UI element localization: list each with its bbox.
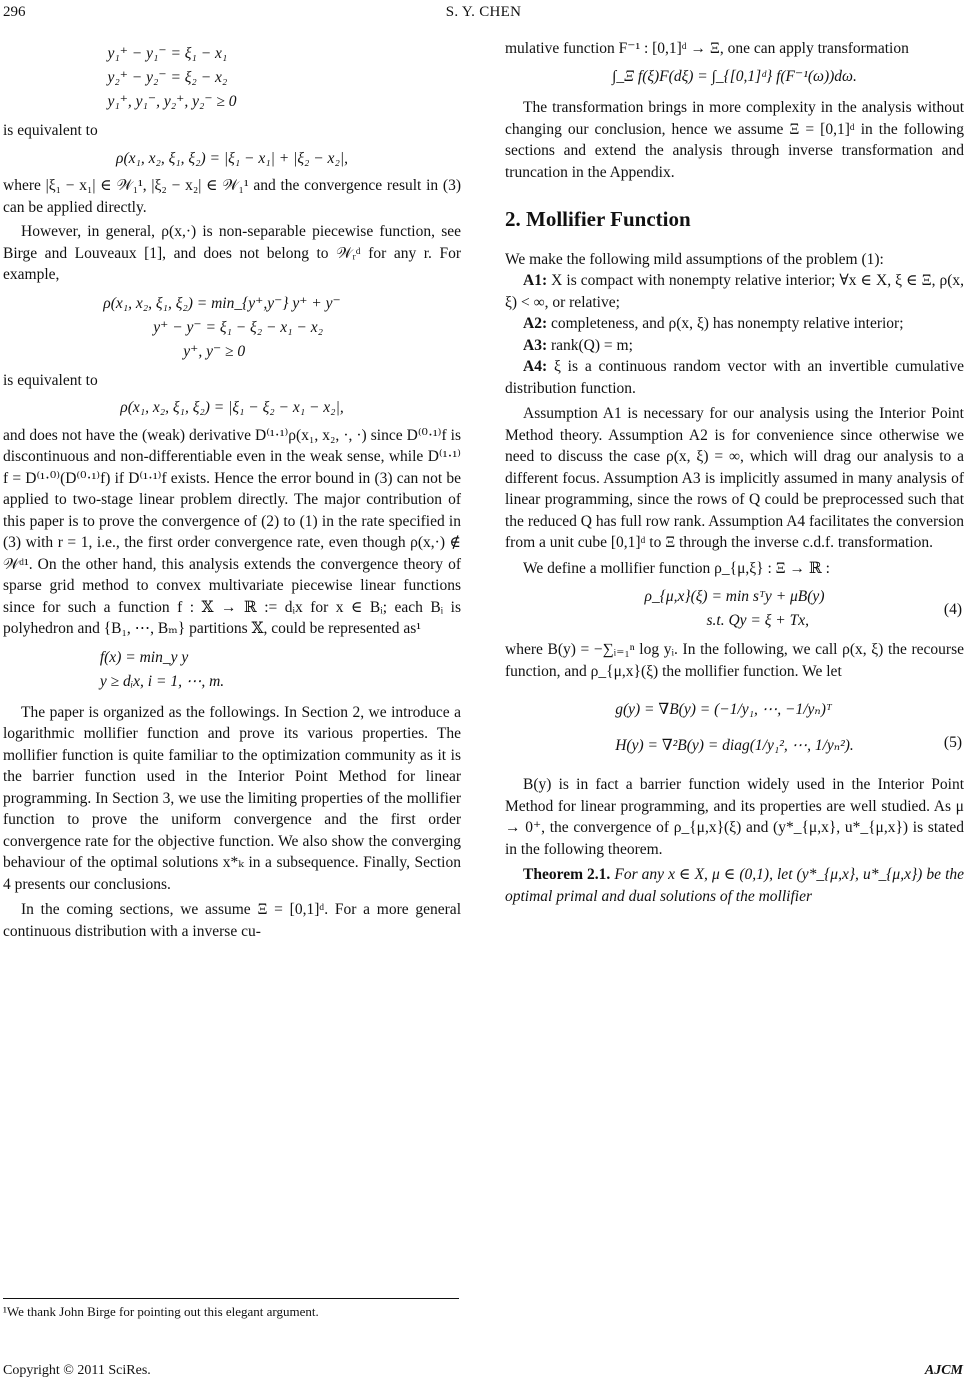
assumption-text: X is compact with nonempty relative interior; ∀x ∈ X, ξ ∈ Ξ, ρ(x, ξ) < ∞, or relative; xyxy=(505,272,965,311)
paragraph: is equivalent to xyxy=(3,371,98,389)
running-author: S. Y. CHEN xyxy=(445,4,522,20)
equation-system-1 xyxy=(0,42,461,114)
equation-system-2 xyxy=(0,292,461,364)
paragraph: In the coming sections, we assume Ξ = [0,1]ᵈ. For a more general continuous distribution with a inverse cu- xyxy=(3,901,461,940)
equation-transform: ∫_Ξ f(ξ)F(dξ) = ∫_{[0,1]ᵈ} f(F⁻¹(ω))dω. xyxy=(612,67,857,85)
theorem-label: Theorem 2.1. xyxy=(523,866,611,883)
assumption-item xyxy=(505,335,964,357)
paragraph: B(y) is in fact a barrier function widely used in the Interior Point Method for linear programming, and its properties are well studied. As μ → 0⁺, the convergence of ρ_{μ,x}(ξ) and (y*_{μ,x}, u*_{μ,x}) is stated in the following theorem. xyxy=(505,776,964,858)
equation-number: (4) xyxy=(943,601,962,618)
page-number: 296 xyxy=(3,4,26,20)
page-header xyxy=(0,4,967,26)
equation-line: g(y) = ∇B(y) = (−1/y₁, ⋯, −1/yₙ)ᵀ xyxy=(615,701,832,718)
equation-line: y₁⁺, y₁⁻, y₂⁺, y₂⁻ ≥ 0 xyxy=(107,93,237,110)
journal-name: AJCM xyxy=(924,1363,963,1378)
equation-rho-2: ρ(x₁, x₂, ξ₁, ξ₂) = |ξ₁ − ξ₂ − x₁ − x₂|, xyxy=(120,399,344,416)
paragraph: We define a mollifier function ρ_{μ,ξ} : Ξ → ℝ : xyxy=(523,559,830,577)
paragraph: and does not have the (weak) derivative D⁽¹·¹⁾ρ(x₁, x₂, ·, ·) since D⁽⁰·¹⁾f is discontinuous and non-differentiable even in the weak sense, while D⁽¹·¹⁾f = D⁽¹·⁰⁾(D⁽⁰·¹⁾f) if D⁽¹·¹⁾f exists. Hence the error bound in (3) can not be applied to two-stage linear problem directly. The major contribution of this paper is to prove the convergence of (2) to (1) in the rate specified in (3) with r = 1, i.e., the first order convergence rate, even though ρ(x,·) ∉ 𝒲ᵈ¹. On the other hand, this analysis extends the convergence theory of sparse grid method to convex multivariate piecewise linear functions since for such a function f : 𝕏 → ℝ := dᵢx for x ∈ Bᵢ; each Bᵢ is polyhedron and {B₁, ⋯, Bₘ} partitions 𝕏, could be represented as¹ xyxy=(3,426,461,637)
copyright: Copyright © 2011 SciRes. xyxy=(3,1363,151,1378)
right-column xyxy=(505,38,964,907)
assumption-label: A3: xyxy=(523,336,548,354)
paragraph: where |ξ₁ − x₁| ∈ 𝒲₁¹, |ξ₂ − x₂| ∈ 𝒲₁¹ and the convergence result in (3) can be applied directly. xyxy=(3,177,461,216)
assumption-item xyxy=(505,313,964,335)
assumption-label: A4: xyxy=(523,358,548,375)
paragraph: The transformation brings in more complexity in the analysis without changing our conclusion, hence we assume Ξ = [0,1]ᵈ in the following sections and extend the analysis through inverse transformation and truncation in the Appendix. xyxy=(505,99,964,181)
theorem-text: For any x ∈ X, μ ∈ (0,1), let (y*_{μ,x}, u*_{μ,x}) be the optimal primal and dual solutions of the mollifier xyxy=(505,866,964,905)
equation-line: y⁺, y⁻ ≥ 0 xyxy=(183,342,246,360)
paragraph: The paper is organized as the followings. In Section 2, we introduce a logarithmic mollifier function and prove its various properties. The mollifier function is quite familiar to the optimization community as it is the barrier function used in the Interior Point Method for linear programming. In Section 3, we use the limiting properties of the mollifier function to prove the uniform convergence and the first order convergence rate for the objective function. We also show the converging behaviour of the optimal solutions x*ₖ in a subsequence. Finally, Section 4 presents our conclusions. xyxy=(3,703,461,893)
equation-line: f(x) = min_y y xyxy=(99,648,189,666)
paragraph: We make the following mild assumptions of the problem (1): xyxy=(505,250,884,268)
paragraph: mulative function F⁻¹ : [0,1]ᵈ → Ξ, one can apply transformation xyxy=(505,40,909,57)
equation-number: (5) xyxy=(943,734,962,751)
assumption-list xyxy=(505,270,964,399)
theorem xyxy=(505,864,964,907)
footnote: ¹We thank John Birge for pointing out this elegant argument. xyxy=(3,1304,319,1319)
equation-line: y₂⁺ − y₂⁻ = ξ₂ − x₂ xyxy=(107,69,228,86)
equation-4 xyxy=(505,585,964,633)
paragraph: where B(y) = −∑ᵢ₌₁ⁿ log yᵢ. In the following, we call ρ(x, ξ) the recourse function, and ρ_{μ,x}(ξ) the mollifier function. We let xyxy=(505,641,964,680)
footnote-rule xyxy=(3,1298,459,1299)
assumption-text: completeness, and ρ(x, ξ) has nonempty relative interior; xyxy=(550,315,904,332)
equation-line: y₁⁺ − y₁⁻ = ξ₁ − x₁ xyxy=(107,45,228,62)
assumption-label: A2: xyxy=(523,315,548,332)
assumption-item xyxy=(505,270,964,313)
equation-rho-1: ρ(x₁, x₂, ξ₁, ξ₂) = |ξ₁ − x₁| + |ξ₂ − x₂|, xyxy=(116,149,348,167)
left-column xyxy=(3,38,461,942)
paragraph: is equivalent to xyxy=(3,122,98,139)
equation-line: y⁺ − y⁻ = ξ₁ − ξ₂ − x₁ − x₂ xyxy=(153,318,324,336)
paragraph: However, in general, ρ(x,·) is non-separable piecewise function, see Birge and Louveaux [1], and does not belong to 𝒲ᵣᵈ for any r. For example, xyxy=(3,223,461,283)
assumption-label: A1: xyxy=(523,272,548,289)
equation-system-3 xyxy=(0,646,461,694)
assumption-text: rank(Q) = m; xyxy=(550,336,633,354)
equation-line: y ≥ dᵢx, i = 1, ⋯, m. xyxy=(99,672,225,690)
assumption-item xyxy=(505,356,964,399)
equation-line: s.t. Qy = ξ + Tx, xyxy=(706,612,809,629)
equation-5 xyxy=(505,692,964,764)
equation-line: ρ_{μ,x}(ξ) = min sᵀy + μB(y) xyxy=(644,588,825,605)
paragraph: Assumption A1 is necessary for our analysis using the Interior Point Method theory. Assumption A2 is for convenience since otherwise we need to discuss the case ρ(x, ξ) = ∞, which will drag our analysis to a different focus. Assumption A3 is implicitly assumed in many analysis of linear programming, since the rows of Q could be preprocessed such that the reduced Q has full row rank. Assumption A4 facilitates the conversion from a unit cube [0,1]ᵈ to Ξ through the inverse c.d.f. transformation. xyxy=(505,405,964,551)
assumption-text: ξ is a continuous random vector with an invertible cumulative distribution function. xyxy=(505,358,964,397)
equation-line: ρ(x₁, x₂, ξ₁, ξ₂) = min_{y⁺,y⁻} y⁺ + y⁻ xyxy=(103,294,341,312)
equation-line: H(y) = ∇²B(y) = diag(1/y₁², ⋯, 1/yₙ²). xyxy=(615,737,854,754)
section-title: 2. Mollifier Function xyxy=(505,207,691,231)
